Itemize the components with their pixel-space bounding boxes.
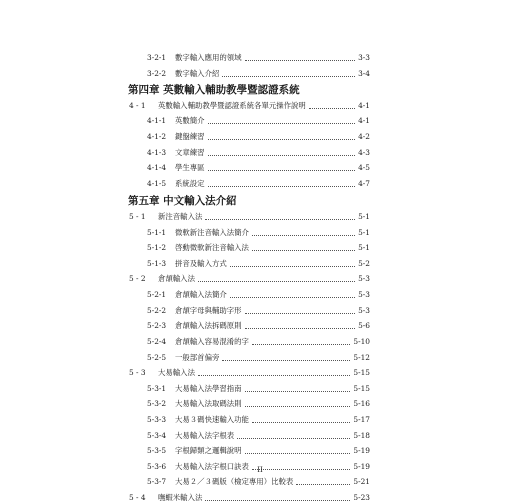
chapter-title: 第四章 英數輸入輔助教學暨認證系統 (128, 84, 300, 96)
entry-number: 5-3-4 (147, 431, 167, 440)
entry-number: 5 - 3 (129, 368, 146, 377)
entry-page-number: 5-1 (358, 243, 370, 252)
entry-number: 4-1-5 (147, 179, 167, 188)
entry-number: 4 - 1 (129, 101, 146, 110)
entry-number: 5-2-2 (147, 306, 167, 315)
entry-title: 新注音輸入法 (158, 212, 203, 221)
toc-subsection-entry[interactable] (0, 178, 520, 190)
toc-section-entry[interactable] (0, 211, 520, 223)
entry-page-number: 5-10 (353, 337, 370, 346)
entry-title: 數字輸入介紹 (175, 69, 220, 78)
entry-title: 大易３碼快速輸入功能 (175, 415, 249, 424)
entry-number: 4-1-2 (147, 132, 167, 141)
entry-page-number: 5-17 (353, 415, 370, 424)
entry-number: 5-2-5 (147, 353, 167, 362)
entry-title: 大易輸入法字根口訣表 (175, 462, 249, 471)
entry-page-number: 5-15 (353, 368, 370, 377)
entry-title: 大易輸入法字根表 (175, 431, 235, 440)
entry-title: 倉頡輸入容易混淆的字 (175, 337, 249, 346)
toc-subsection-entry[interactable] (0, 162, 520, 174)
toc-subsection-entry[interactable] (0, 445, 520, 457)
entry-number: 5-3-5 (147, 446, 167, 455)
entry-title: 大易２／３碼版（檢定專用）比較表 (175, 477, 294, 486)
entry-page-number: 5-12 (353, 353, 370, 362)
dot-leader (198, 375, 350, 376)
dot-leader (296, 484, 350, 485)
entry-page-number: 5-18 (353, 431, 370, 440)
entry-page-number: 5-19 (353, 462, 370, 471)
toc-subsection-entry[interactable] (0, 289, 520, 301)
entry-title: 英數輸入輔助教學暨認證系統各單元操作說明 (158, 101, 306, 110)
entry-title: 系統設定 (175, 179, 205, 188)
entry-page-number: 3-3 (358, 53, 370, 62)
entry-page-number: 5-21 (353, 477, 370, 486)
dot-leader (208, 170, 355, 171)
entry-page-number: 3-4 (358, 69, 370, 78)
entry-title: 字根歸類之邏輯說明 (175, 446, 242, 455)
toc-chapter-heading[interactable] (0, 194, 520, 208)
entry-page-number: 5-23 (353, 493, 370, 502)
toc-subsection-entry[interactable] (0, 414, 520, 426)
entry-title: 大易輸入法 (158, 368, 195, 377)
toc-subsection-entry[interactable] (0, 147, 520, 159)
toc-subsection-entry[interactable] (0, 352, 520, 364)
entry-title: 鍵盤練習 (175, 132, 205, 141)
dot-leader (237, 438, 350, 439)
dot-leader (205, 219, 355, 220)
entry-title: 一般部首偏旁 (175, 353, 220, 362)
entry-number: 3-2-1 (147, 53, 167, 62)
toc-section-entry[interactable] (0, 367, 520, 379)
dot-leader (222, 360, 350, 361)
entry-page-number: 4-1 (358, 101, 370, 110)
entry-number: 4-1-1 (147, 116, 167, 125)
entry-title: 文章練習 (175, 148, 205, 157)
entry-title: 數字輸入應用的領域 (175, 53, 242, 62)
entry-page-number: 5-1 (358, 228, 370, 237)
dot-leader (245, 328, 355, 329)
toc-section-entry[interactable] (0, 100, 520, 112)
dot-leader (245, 391, 350, 392)
dot-leader (208, 123, 355, 124)
entry-page-number: 5-3 (358, 306, 370, 315)
toc-subsection-entry[interactable] (0, 258, 520, 270)
toc-subsection-entry[interactable] (0, 320, 520, 332)
entry-number: 4-1-4 (147, 163, 167, 172)
entry-title: 拼音及輸入方式 (175, 259, 227, 268)
entry-title: 啓動微軟新注音輸入法 (175, 243, 249, 252)
entry-page-number: 5-6 (358, 321, 370, 330)
dot-leader (208, 139, 355, 140)
entry-number: 5 - 4 (129, 493, 146, 502)
toc-subsection-entry[interactable] (0, 227, 520, 239)
entry-number: 5-2-3 (147, 321, 167, 330)
entry-number: 5-3-3 (147, 415, 167, 424)
dot-leader (205, 500, 350, 501)
entry-number: 5-3-1 (147, 384, 167, 393)
toc-subsection-entry[interactable] (0, 115, 520, 127)
toc-subsection-entry[interactable] (0, 131, 520, 143)
toc-subsection-entry[interactable] (0, 68, 520, 80)
toc-subsection-entry[interactable] (0, 476, 520, 488)
dot-leader (245, 60, 355, 61)
dot-leader (252, 250, 355, 251)
entry-number: 5 - 1 (129, 212, 146, 221)
entry-page-number: 5-1 (358, 212, 370, 221)
dot-leader (230, 297, 355, 298)
entry-number: 5-3-7 (147, 477, 167, 486)
page-number: II (257, 466, 263, 474)
dot-leader (198, 281, 355, 282)
dot-leader (245, 406, 350, 407)
toc-subsection-entry[interactable] (0, 383, 520, 395)
dot-leader (222, 76, 355, 77)
entry-number: 5-2-4 (147, 337, 167, 346)
entry-page-number: 5-19 (353, 446, 370, 455)
toc-subsection-entry[interactable] (0, 398, 520, 410)
entry-title: 微軟新注音輸入法簡介 (175, 228, 249, 237)
entry-page-number: 4-7 (358, 179, 370, 188)
toc-subsection-entry[interactable] (0, 242, 520, 254)
dot-leader (252, 422, 350, 423)
toc-subsection-entry[interactable] (0, 336, 520, 348)
entry-page-number: 4-3 (358, 148, 370, 157)
entry-page-number: 5-15 (353, 384, 370, 393)
toc-section-entry[interactable] (0, 273, 520, 285)
dot-leader (208, 155, 355, 156)
dot-leader (208, 186, 355, 187)
chapter-title: 第五章 中文輸入法介紹 (128, 195, 237, 207)
entry-title: 倉頡輸入法拆碼原則 (175, 321, 242, 330)
entry-page-number: 5-3 (358, 274, 370, 283)
dot-leader (252, 344, 350, 345)
entry-number: 3-2-2 (147, 69, 167, 78)
entry-number: 5-3-6 (147, 462, 167, 471)
toc-chapter-heading[interactable] (0, 83, 520, 97)
entry-page-number: 5-2 (358, 259, 370, 268)
entry-number: 5-1-2 (147, 243, 167, 252)
dot-leader (245, 453, 350, 454)
entry-title: 大易輸入法取碼法則 (175, 399, 242, 408)
entry-page-number: 5-16 (353, 399, 370, 408)
entry-number: 5-3-2 (147, 399, 167, 408)
dot-leader (252, 235, 355, 236)
entry-number: 5 - 2 (129, 274, 146, 283)
entry-page-number: 4-2 (358, 132, 370, 141)
entry-page-number: 4-1 (358, 116, 370, 125)
entry-title: 嘸蝦米輸入法 (158, 493, 203, 502)
dot-leader (309, 108, 355, 109)
entry-number: 4-1-3 (147, 148, 167, 157)
dot-leader (230, 266, 355, 267)
toc-subsection-entry[interactable] (0, 305, 520, 317)
toc-subsection-entry[interactable] (0, 52, 520, 64)
entry-page-number: 4-5 (358, 163, 370, 172)
toc-subsection-entry[interactable] (0, 430, 520, 442)
entry-title: 大易輸入法學習指南 (175, 384, 242, 393)
entry-number: 5-1-1 (147, 228, 167, 237)
entry-title: 倉頡輸入法 (158, 274, 195, 283)
entry-title: 英數簡介 (175, 116, 205, 125)
entry-number: 5-2-1 (147, 290, 167, 299)
entry-title: 倉頡輸入法簡介 (175, 290, 227, 299)
entry-title: 學生專區 (175, 163, 205, 172)
entry-page-number: 5-3 (358, 290, 370, 299)
entry-title: 倉頡字母與輔助字形 (175, 306, 242, 315)
dot-leader (245, 313, 355, 314)
toc-section-entry[interactable] (0, 492, 520, 504)
entry-number: 5-1-3 (147, 259, 167, 268)
